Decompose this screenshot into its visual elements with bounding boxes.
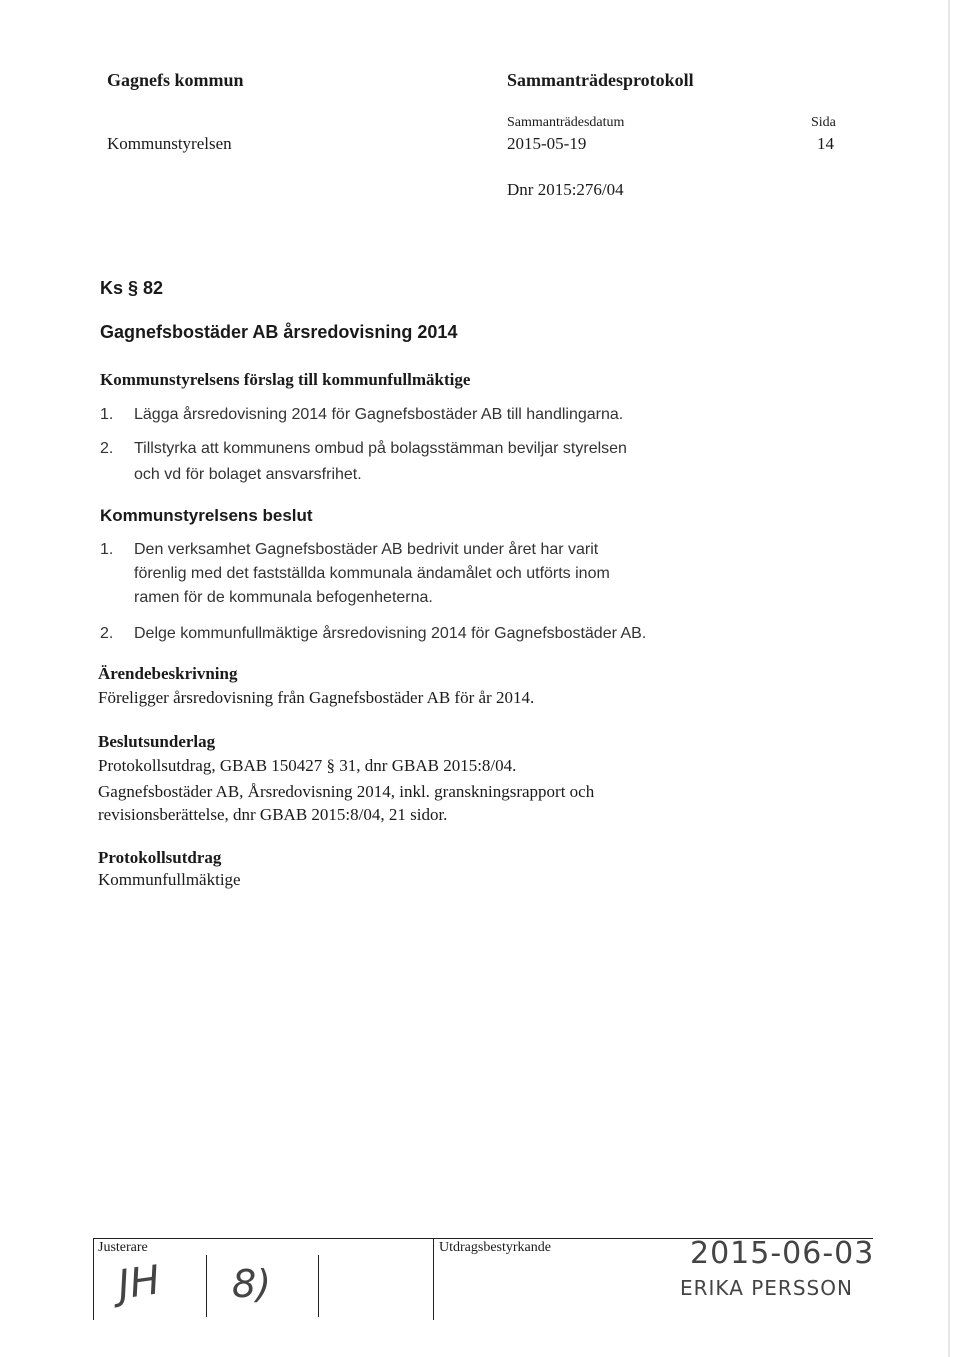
- decision-heading: Kommunstyrelsens beslut: [100, 506, 313, 525]
- extract-heading: Protokollsutdrag: [98, 848, 222, 867]
- scan-edge: [948, 0, 950, 1357]
- initials-signature: 8): [232, 1262, 272, 1306]
- page-number: 14: [817, 134, 834, 153]
- certification-date: 2015-06-03: [690, 1236, 875, 1271]
- page-label: Sida: [811, 115, 836, 130]
- list-item: 2. Delge kommunfullmäktige årsredovisning 2014 för Gagnefsbostäder AB.: [100, 625, 647, 642]
- extract-text: Kommunfullmäktige: [98, 870, 241, 889]
- proposal-heading: Kommunstyrelsens förslag till kommunfullmäktige: [100, 370, 471, 389]
- document-type: Sammanträdesprotokoll: [507, 70, 694, 90]
- basis-line: Protokollsutdrag, GBAB 150427 § 31, dnr GBAB 2015:8/04.: [98, 756, 517, 775]
- initials-divider: [206, 1255, 207, 1317]
- dnr: Dnr 2015:276/04: [507, 180, 624, 199]
- municipality-name: Gagnefs kommun: [107, 70, 244, 90]
- footer-left-rule: [93, 1238, 94, 1320]
- description-heading: Ärendebeskrivning: [98, 664, 238, 683]
- list-item: 1. Den verksamhet Gagnefsbostäder AB bedrivit under året har varit förenlig med det fastställda kommunala ändamålet och utförts inom ramen för de kommunala befogenheterna.: [100, 541, 610, 606]
- initials-divider: [318, 1255, 319, 1317]
- meeting-date: 2015-05-19: [507, 134, 587, 153]
- basis-line: Gagnefsbostäder AB, Årsredovisning 2014, inkl. granskningsrapport och: [98, 782, 595, 801]
- decision-list: [100, 538, 646, 646]
- utdrag-label: Utdragsbestyrkande: [439, 1240, 551, 1255]
- initials-signature: JH: [115, 1257, 163, 1309]
- justerare-label: Justerare: [98, 1240, 148, 1255]
- section-title: Gagnefsbostäder AB årsredovisning 2014: [100, 322, 458, 342]
- basis-heading: Beslutsunderlag: [98, 732, 216, 751]
- meeting-date-label: Sammanträdesdatum: [507, 115, 625, 130]
- body-name: Kommunstyrelsen: [107, 134, 232, 153]
- proposal-list: [100, 402, 627, 488]
- certifier-name: ERIKA PERSSON: [680, 1276, 853, 1300]
- list-item: 1. Lägga årsredovisning 2014 för Gagnefsbostäder AB till handlingarna.: [100, 406, 624, 423]
- basis-line: revisionsberättelse, dnr GBAB 2015:8/04, 21 sidor.: [98, 805, 448, 824]
- description-text: Föreligger årsredovisning från Gagnefsbostäder AB för år 2014.: [98, 688, 535, 707]
- footer-mid-rule: [433, 1238, 434, 1320]
- list-item: 2. Tillstyrka att kommunens ombud på bolagsstämman beviljar styrelsen och vd för bolaget ansvarsfrihet.: [100, 440, 627, 483]
- paragraph-number: Ks § 82: [100, 278, 164, 298]
